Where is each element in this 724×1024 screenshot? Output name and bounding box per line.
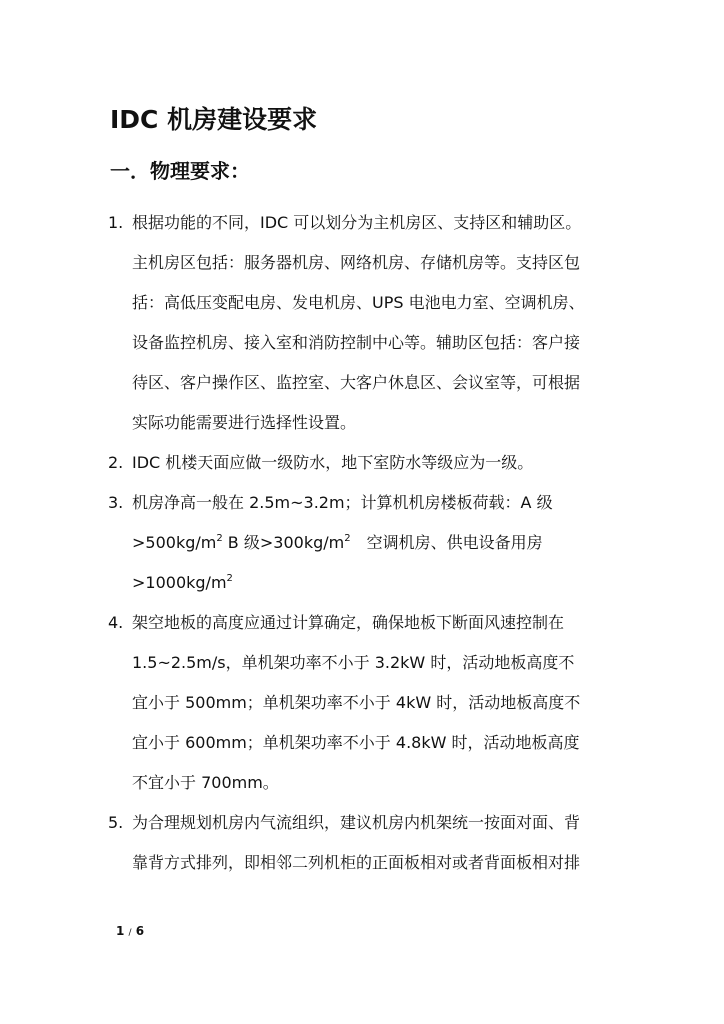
page-separator: /	[128, 928, 132, 938]
superscript: 2	[226, 573, 233, 584]
text-line: 待区、客户操作区、监控室、大客户休息区、会议室等，可根据	[132, 373, 581, 392]
text-line: 架空地板的高度应通过计算确定，确保地板下断面风速控制在	[132, 613, 565, 632]
page-number	[116, 922, 144, 942]
text-line: 宜小于 500mm；单机架功率不小于 4kW 时，活动地板高度不	[132, 693, 581, 712]
item-number: 5.	[108, 813, 124, 832]
list-item-4	[108, 603, 618, 803]
load-equipment-rooms: 空调机房、供电设备用房	[350, 533, 543, 552]
item-text	[132, 203, 618, 443]
page-title: IDC 机房建设要求	[110, 105, 318, 134]
list-item-1	[108, 203, 618, 443]
text-line: 实际功能需要进行选择性设置。	[132, 413, 357, 432]
section-heading: 一．物理要求：	[110, 159, 250, 183]
text-line	[132, 523, 618, 563]
text-line: IDC 机楼天面应做一级防水，地下室防水等级应为一级。	[132, 453, 534, 472]
text-line	[132, 563, 618, 603]
text-line: 括：高低压变配电房、发电机房、UPS 电池电力室、空调机房、	[132, 293, 585, 312]
superscript: 2	[216, 533, 223, 544]
item-number: 2.	[108, 453, 124, 472]
page-total: 6	[135, 924, 145, 938]
item-number: 1.	[108, 213, 124, 232]
item-number: 4.	[108, 613, 124, 632]
text-line: 根据功能的不同，IDC 可以划分为主机房区、支持区和辅助区。	[132, 213, 582, 232]
item-number: 3.	[108, 493, 124, 512]
superscript: 2	[344, 533, 351, 544]
text-line: 不宜小于 700mm。	[132, 773, 279, 792]
text-line: 主机房区包括：服务器机房、网络机房、存储机房等。支持区包	[132, 253, 581, 272]
page-current: 1	[116, 924, 125, 938]
list-item-5	[108, 803, 618, 883]
item-text	[132, 803, 618, 883]
text-line: 宜小于 600mm；单机架功率不小于 4.8kW 时，活动地板高度	[132, 733, 580, 752]
list-item-2	[108, 443, 618, 483]
text-line: 靠背方式排列，即相邻二列机柜的正面板相对或者背面板相对排	[132, 853, 581, 872]
item-text	[132, 483, 618, 603]
text-line: 机房净高一般在 2.5m~3.2m；计算机机房楼板荷载：A 级	[132, 493, 553, 512]
load-grade-a: >500kg/m	[132, 533, 217, 552]
requirements-list	[108, 203, 618, 883]
text-line: 为合理规划机房内气流组织，建议机房内机架统一按面对面、背	[132, 813, 581, 832]
item-text	[132, 603, 618, 803]
text-line: 1.5~2.5m/s，单机架功率不小于 3.2kW 时，活动地板高度不	[132, 653, 575, 672]
list-item-3	[108, 483, 618, 603]
item-text	[132, 443, 618, 483]
load-grade-b: B 级>300kg/m	[222, 533, 345, 552]
load-equipment-value: >1000kg/m	[132, 573, 227, 592]
text-line: 设备监控机房、接入室和消防控制中心等。辅助区包括：客户接	[132, 333, 581, 352]
